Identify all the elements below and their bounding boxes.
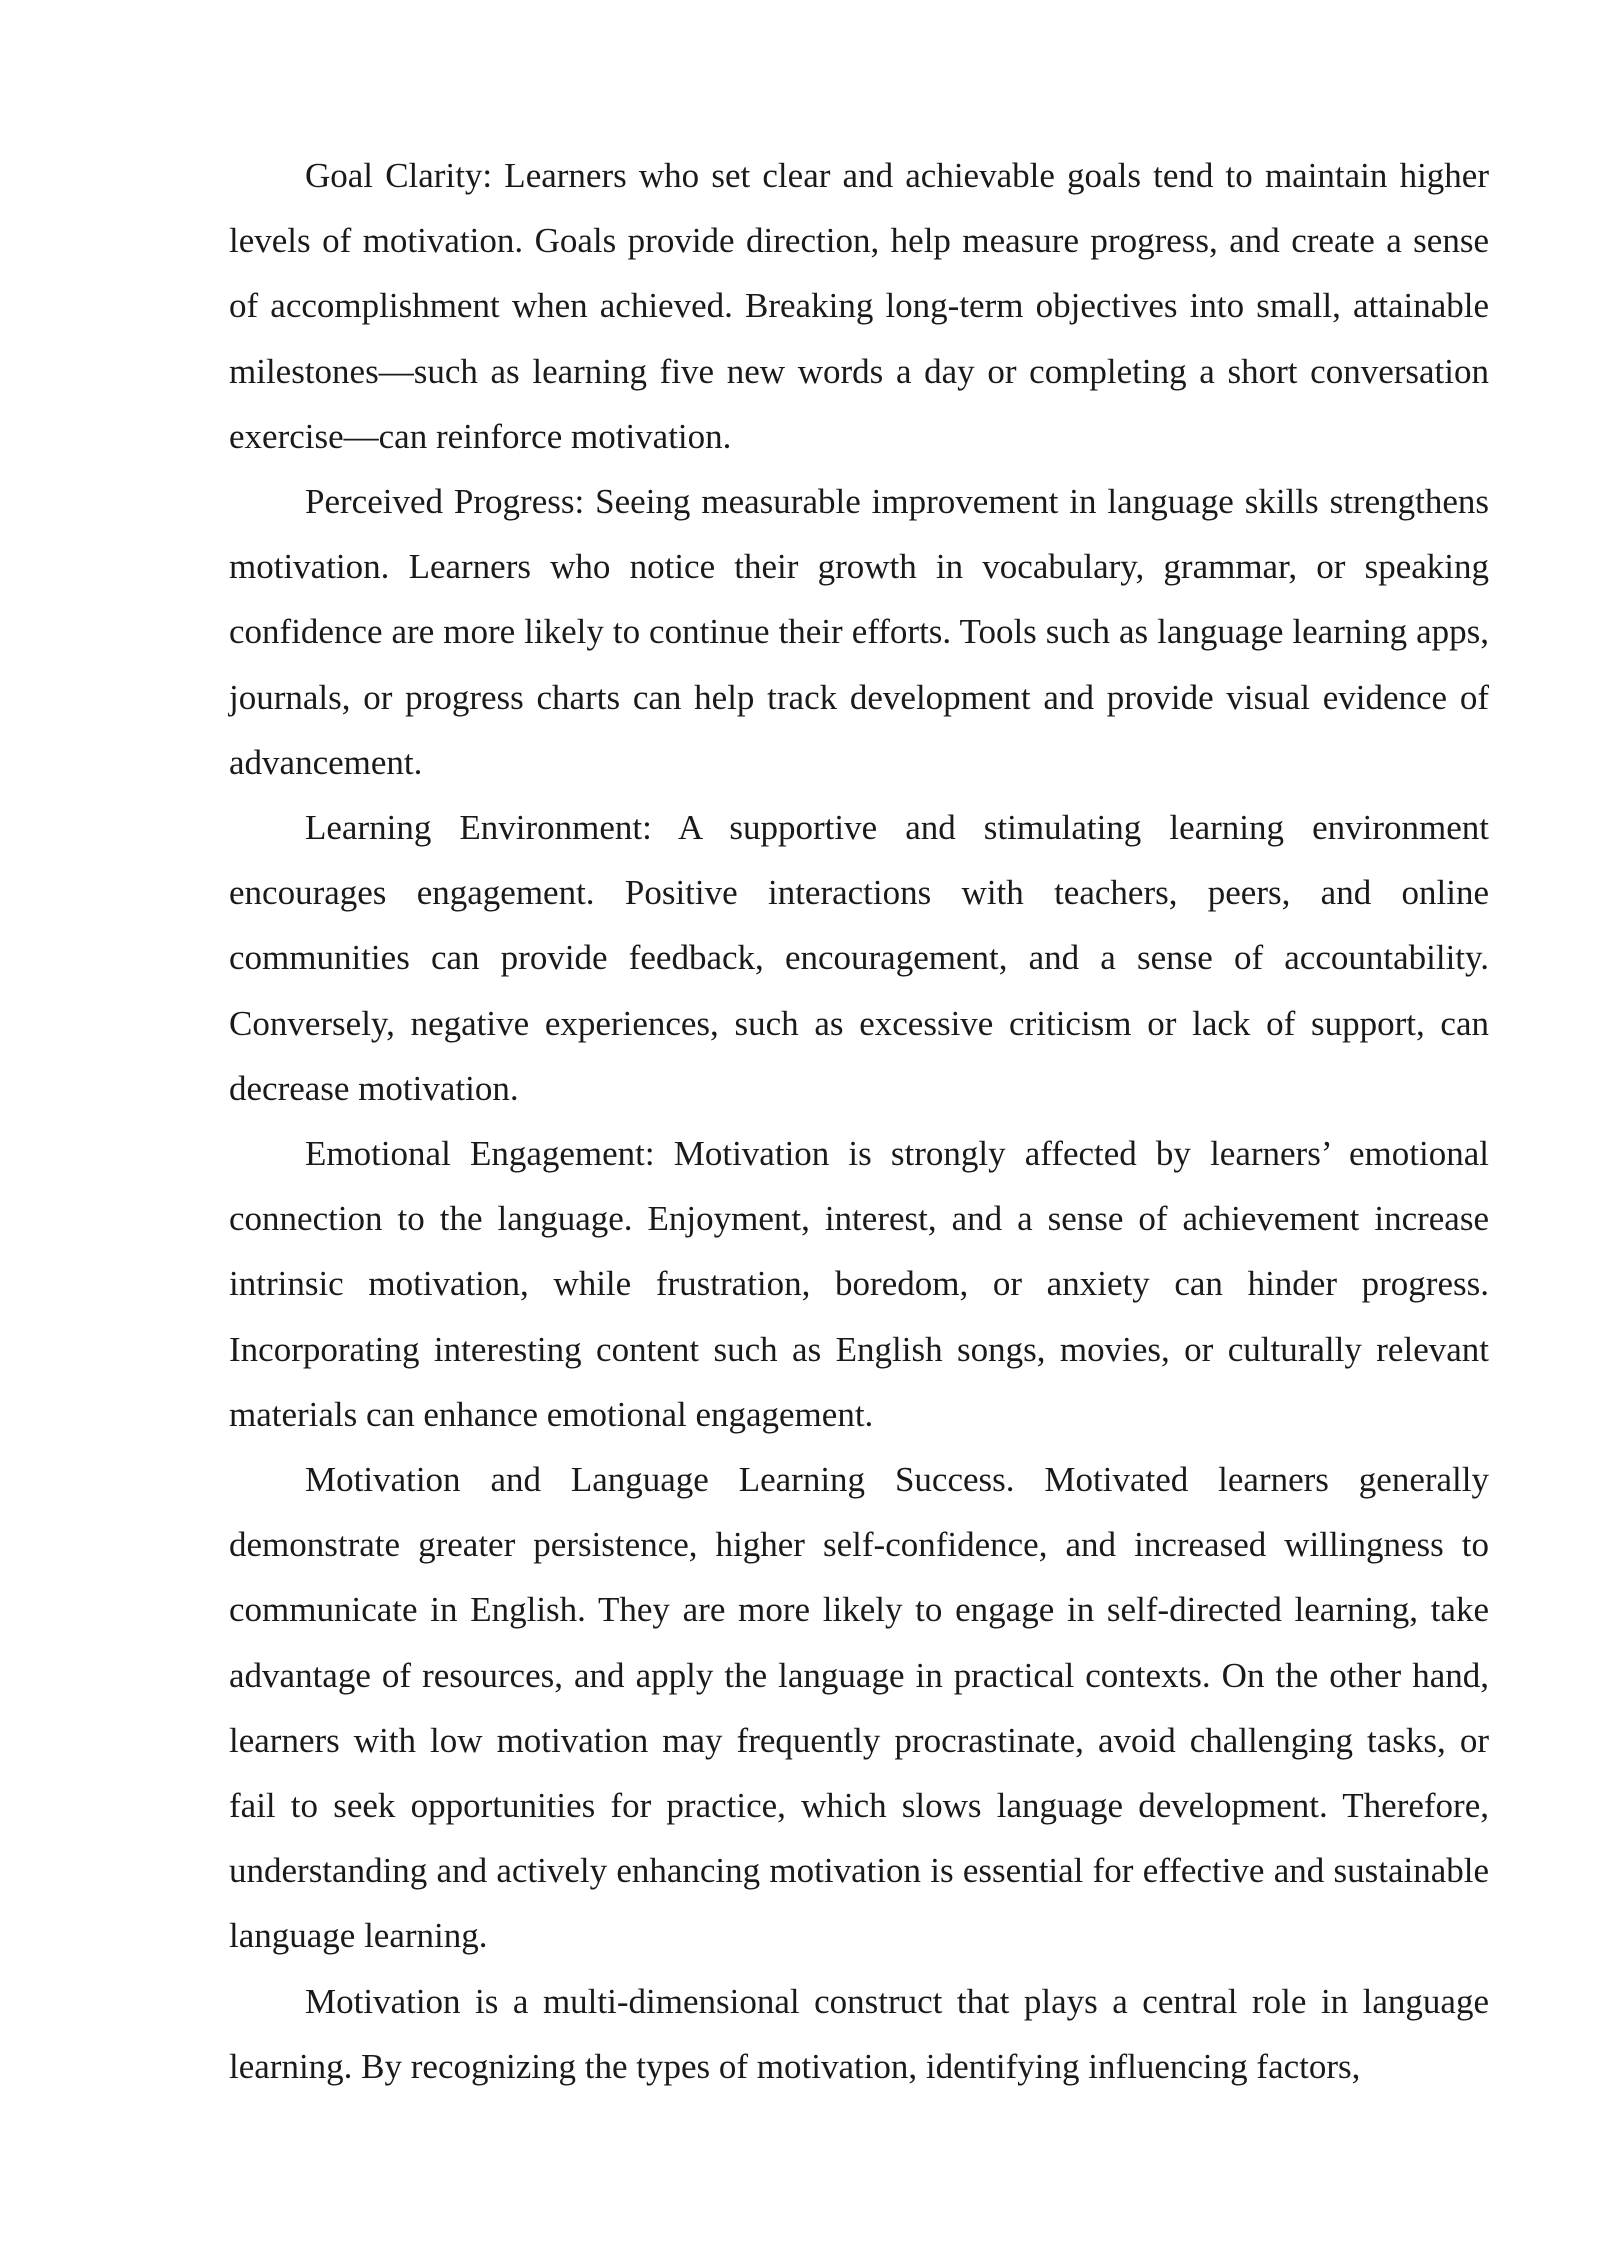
paragraph-learning-environment: Learning Environment: A supportive and stimulating learning environment encourages engagement. Positive interactions with teachers, peers, and online communities can provide feedback, encouragement, and a sense of accountability. Conversely, negative experiences, such as excessive criticism or lack of support, can decrease motivation.	[229, 808, 1489, 1108]
paragraph-conclusion: Motivation is a multi-dimensional construct that plays a central role in language learning. By recognizing the types of motivation, identifying influencing factors,	[229, 1981, 1489, 2086]
paragraph-goal-clarity: Goal Clarity: Learners who set clear and achievable goals tend to maintain higher levels of motivation. Goals provide direction, help measure progress, and create a sense of accomplishment when achieved. Breaking long-term objectives into small, attainable milestones—such as learning five new words a day or completing a short conversation exercise—can reinforce motivation.	[229, 156, 1489, 456]
paragraph-perceived-progress: Perceived Progress: Seeing measurable improvement in language skills strengthens motivation. Learners who notice their growth in vocabulary, grammar, or speaking confidence are more likely to continue their efforts. Tools such as language learning apps, journals, or progress charts can help track development and provide visual evidence of advancement.	[229, 482, 1489, 782]
body-text	[229, 143, 1489, 2099]
paragraph-motivation-success: Motivation and Language Learning Success. Motivated learners generally demonstrate greater persistence, higher self-confidence, and increased willingness to communicate in English. They are more likely to engage in self-directed learning, take advantage of resources, and apply the language in practical contexts. On the other hand, learners with low motivation may frequently procrastinate, avoid challenging tasks, or fail to seek opportunities for practice, which slows language development. Therefore, understanding and actively enhancing motivation is essential for effective and sustainable language learning.	[229, 1460, 1489, 1956]
paragraph-emotional-engagement: Emotional Engagement: Motivation is strongly affected by learners’ emotional connection to the language. Enjoyment, interest, and a sense of achievement increase intrinsic motivation, while frustration, boredom, or anxiety can hinder progress. Incorporating interesting content such as English songs, movies, or culturally relevant materials can enhance emotional engagement.	[229, 1134, 1489, 1434]
